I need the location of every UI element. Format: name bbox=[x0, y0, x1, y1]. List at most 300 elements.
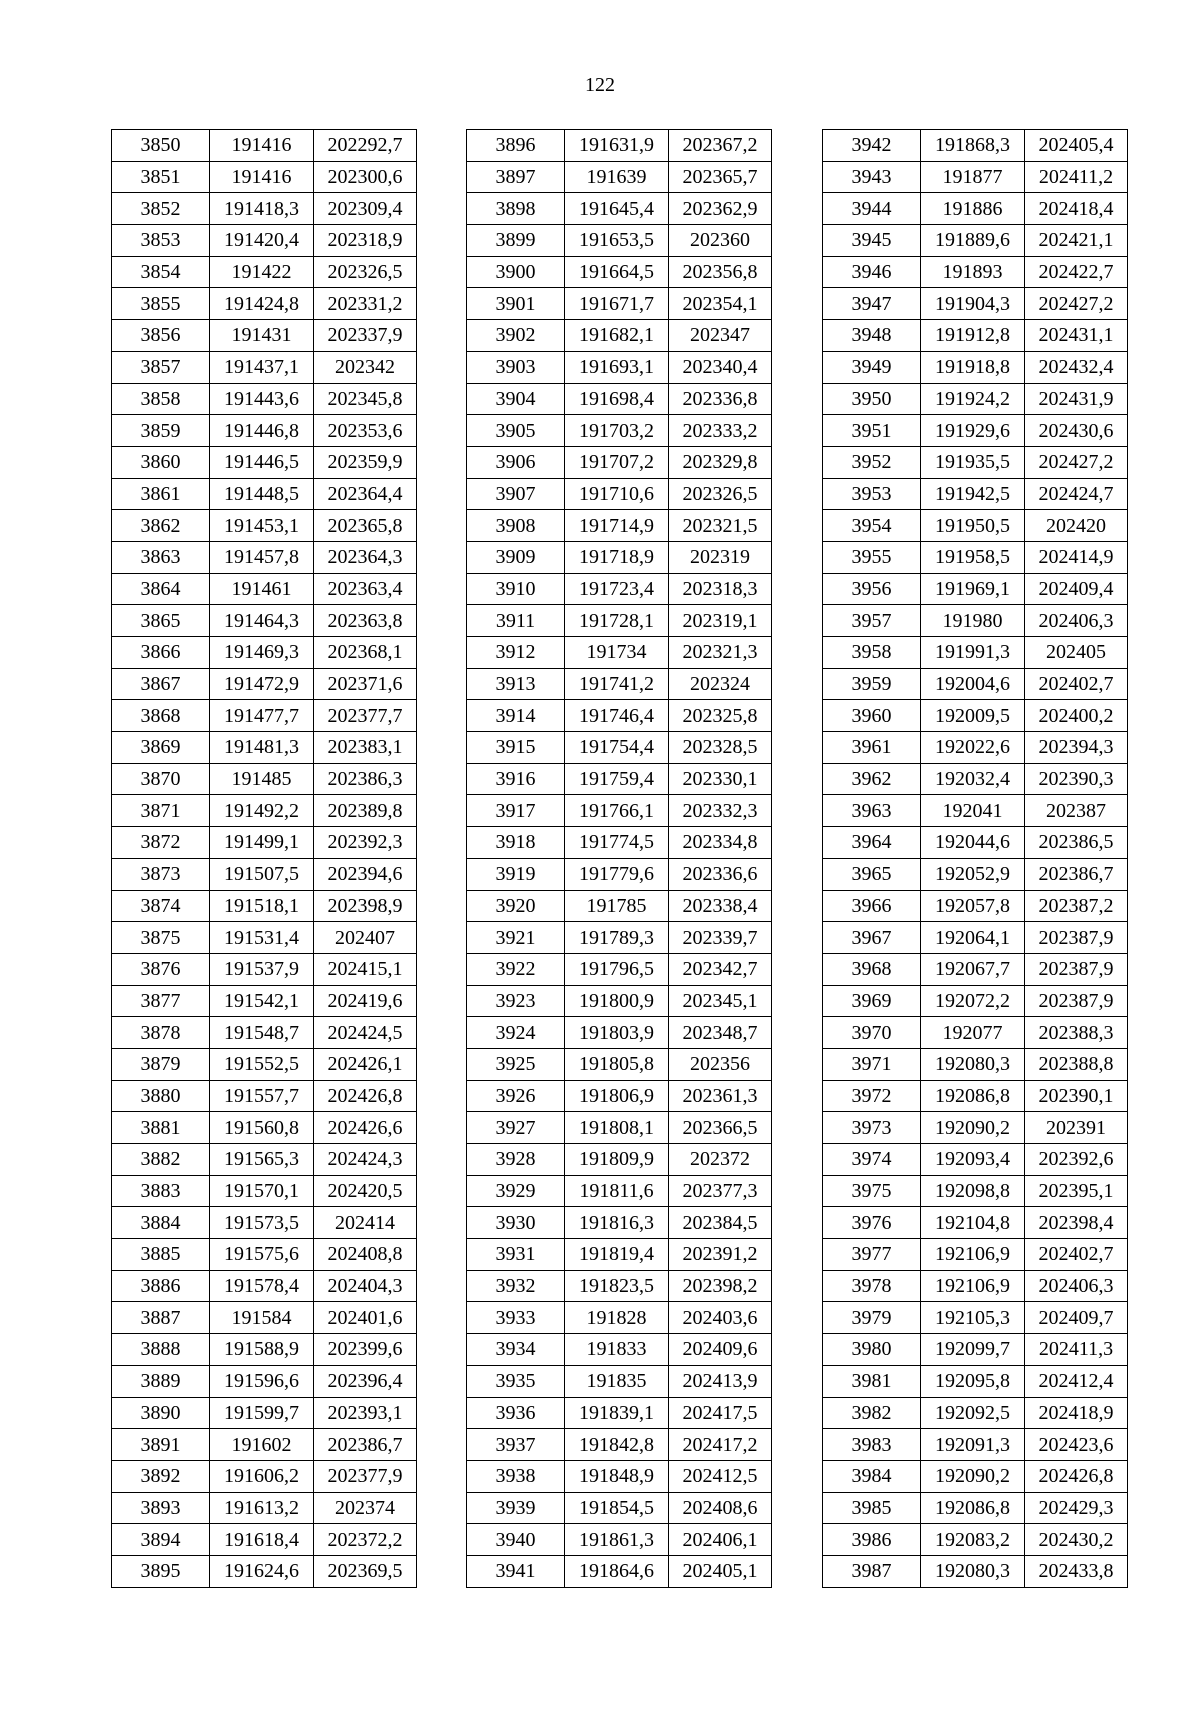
table-row bbox=[467, 1080, 772, 1112]
y-coordinate-cell: 202394,3 bbox=[1025, 732, 1128, 764]
table-row bbox=[112, 637, 417, 669]
point-number-cell: 3891 bbox=[112, 1429, 210, 1461]
x-coordinate-cell: 191446,8 bbox=[210, 415, 314, 447]
x-coordinate-cell: 191842,8 bbox=[565, 1429, 669, 1461]
table-row bbox=[823, 1175, 1128, 1207]
x-coordinate-cell: 191469,3 bbox=[210, 637, 314, 669]
y-coordinate-cell: 202336,6 bbox=[669, 858, 772, 890]
table-row bbox=[467, 890, 772, 922]
table-row bbox=[823, 1048, 1128, 1080]
table-row bbox=[467, 1555, 772, 1587]
y-coordinate-cell: 202326,5 bbox=[314, 256, 417, 288]
table-row bbox=[112, 415, 417, 447]
point-number-cell: 3900 bbox=[467, 256, 565, 288]
point-number-cell: 3952 bbox=[823, 446, 921, 478]
point-number-cell: 3906 bbox=[467, 446, 565, 478]
y-coordinate-cell: 202414,9 bbox=[1025, 541, 1128, 573]
point-number-cell: 3852 bbox=[112, 193, 210, 225]
x-coordinate-cell: 191584 bbox=[210, 1302, 314, 1334]
table-row bbox=[112, 985, 417, 1017]
table-row bbox=[823, 573, 1128, 605]
x-coordinate-cell: 191991,3 bbox=[921, 637, 1025, 669]
y-coordinate-cell: 202342 bbox=[314, 351, 417, 383]
y-coordinate-cell: 202405,4 bbox=[1025, 130, 1128, 162]
y-coordinate-cell: 202394,6 bbox=[314, 858, 417, 890]
point-number-cell: 3954 bbox=[823, 510, 921, 542]
point-number-cell: 3914 bbox=[467, 700, 565, 732]
x-coordinate-cell: 192095,8 bbox=[921, 1365, 1025, 1397]
y-coordinate-cell: 202391 bbox=[1025, 1112, 1128, 1144]
y-coordinate-cell: 202368,1 bbox=[314, 637, 417, 669]
table-row bbox=[823, 1239, 1128, 1271]
point-number-cell: 3909 bbox=[467, 541, 565, 573]
y-coordinate-cell: 202356,8 bbox=[669, 256, 772, 288]
x-coordinate-cell: 191570,1 bbox=[210, 1175, 314, 1207]
y-coordinate-cell: 202421,1 bbox=[1025, 225, 1128, 257]
point-number-cell: 3880 bbox=[112, 1080, 210, 1112]
point-number-cell: 3889 bbox=[112, 1365, 210, 1397]
y-coordinate-cell: 202424,3 bbox=[314, 1144, 417, 1176]
x-coordinate-cell: 191578,4 bbox=[210, 1270, 314, 1302]
x-coordinate-cell: 191766,1 bbox=[565, 795, 669, 827]
table-row bbox=[823, 985, 1128, 1017]
table-row bbox=[467, 478, 772, 510]
point-number-cell: 3961 bbox=[823, 732, 921, 764]
y-coordinate-cell: 202400,2 bbox=[1025, 700, 1128, 732]
y-coordinate-cell: 202390,1 bbox=[1025, 1080, 1128, 1112]
x-coordinate-cell: 191924,2 bbox=[921, 383, 1025, 415]
x-coordinate-cell: 191499,1 bbox=[210, 827, 314, 859]
point-number-cell: 3877 bbox=[112, 985, 210, 1017]
table-row bbox=[823, 605, 1128, 637]
table-row bbox=[112, 1365, 417, 1397]
point-number-cell: 3886 bbox=[112, 1270, 210, 1302]
x-coordinate-cell: 191703,2 bbox=[565, 415, 669, 447]
point-number-cell: 3916 bbox=[467, 763, 565, 795]
table-row bbox=[467, 351, 772, 383]
point-number-cell: 3953 bbox=[823, 478, 921, 510]
table-row bbox=[823, 668, 1128, 700]
point-number-cell: 3986 bbox=[823, 1524, 921, 1556]
table-row bbox=[467, 193, 772, 225]
point-number-cell: 3854 bbox=[112, 256, 210, 288]
x-coordinate-cell: 191565,3 bbox=[210, 1144, 314, 1176]
point-number-cell: 3857 bbox=[112, 351, 210, 383]
y-coordinate-cell: 202411,2 bbox=[1025, 161, 1128, 193]
table-row bbox=[467, 858, 772, 890]
point-number-cell: 3934 bbox=[467, 1334, 565, 1366]
table-row bbox=[467, 1017, 772, 1049]
x-coordinate-cell: 192091,3 bbox=[921, 1429, 1025, 1461]
point-number-cell: 3927 bbox=[467, 1112, 565, 1144]
point-number-cell: 3856 bbox=[112, 320, 210, 352]
table-row bbox=[467, 541, 772, 573]
point-number-cell: 3939 bbox=[467, 1492, 565, 1524]
y-coordinate-cell: 202319,1 bbox=[669, 605, 772, 637]
point-number-cell: 3965 bbox=[823, 858, 921, 890]
table-row bbox=[112, 446, 417, 478]
y-coordinate-cell: 202387,9 bbox=[1025, 953, 1128, 985]
y-coordinate-cell: 202433,8 bbox=[1025, 1555, 1128, 1587]
y-coordinate-cell: 202321,3 bbox=[669, 637, 772, 669]
point-number-cell: 3973 bbox=[823, 1112, 921, 1144]
point-number-cell: 3903 bbox=[467, 351, 565, 383]
y-coordinate-cell: 202427,2 bbox=[1025, 288, 1128, 320]
x-coordinate-cell: 191929,6 bbox=[921, 415, 1025, 447]
point-number-cell: 3962 bbox=[823, 763, 921, 795]
point-number-cell: 3873 bbox=[112, 858, 210, 890]
table-row bbox=[467, 1207, 772, 1239]
table-row bbox=[467, 668, 772, 700]
point-number-cell: 3978 bbox=[823, 1270, 921, 1302]
x-coordinate-cell: 192083,2 bbox=[921, 1524, 1025, 1556]
y-coordinate-cell: 202402,7 bbox=[1025, 668, 1128, 700]
x-coordinate-cell: 191437,1 bbox=[210, 351, 314, 383]
y-coordinate-cell: 202430,6 bbox=[1025, 415, 1128, 447]
table-row bbox=[112, 763, 417, 795]
x-coordinate-cell: 191828 bbox=[565, 1302, 669, 1334]
point-number-cell: 3894 bbox=[112, 1524, 210, 1556]
x-coordinate-cell: 192104,8 bbox=[921, 1207, 1025, 1239]
x-coordinate-cell: 192004,6 bbox=[921, 668, 1025, 700]
table-row bbox=[467, 288, 772, 320]
table-row bbox=[112, 1175, 417, 1207]
x-coordinate-cell: 191443,6 bbox=[210, 383, 314, 415]
point-number-cell: 3929 bbox=[467, 1175, 565, 1207]
x-coordinate-cell: 191613,2 bbox=[210, 1492, 314, 1524]
x-coordinate-cell: 191552,5 bbox=[210, 1048, 314, 1080]
point-number-cell: 3871 bbox=[112, 795, 210, 827]
point-number-cell: 3921 bbox=[467, 922, 565, 954]
point-number-cell: 3912 bbox=[467, 637, 565, 669]
y-coordinate-cell: 202330,1 bbox=[669, 763, 772, 795]
table-row bbox=[467, 1334, 772, 1366]
y-coordinate-cell: 202319 bbox=[669, 541, 772, 573]
point-number-cell: 3970 bbox=[823, 1017, 921, 1049]
y-coordinate-cell: 202361,3 bbox=[669, 1080, 772, 1112]
table-row bbox=[112, 1112, 417, 1144]
y-coordinate-cell: 202406,3 bbox=[1025, 605, 1128, 637]
x-coordinate-cell: 191448,5 bbox=[210, 478, 314, 510]
x-coordinate-cell: 191631,9 bbox=[565, 130, 669, 162]
table-row bbox=[112, 478, 417, 510]
point-number-cell: 3938 bbox=[467, 1460, 565, 1492]
point-number-cell: 3949 bbox=[823, 351, 921, 383]
y-coordinate-cell: 202339,7 bbox=[669, 922, 772, 954]
point-number-cell: 3861 bbox=[112, 478, 210, 510]
point-number-cell: 3869 bbox=[112, 732, 210, 764]
point-number-cell: 3983 bbox=[823, 1429, 921, 1461]
x-coordinate-cell: 191734 bbox=[565, 637, 669, 669]
table-row bbox=[823, 795, 1128, 827]
y-coordinate-cell: 202388,8 bbox=[1025, 1048, 1128, 1080]
x-coordinate-cell: 191492,2 bbox=[210, 795, 314, 827]
point-number-cell: 3868 bbox=[112, 700, 210, 732]
x-coordinate-cell: 191741,2 bbox=[565, 668, 669, 700]
y-coordinate-cell: 202333,2 bbox=[669, 415, 772, 447]
point-number-cell: 3862 bbox=[112, 510, 210, 542]
point-number-cell: 3875 bbox=[112, 922, 210, 954]
point-number-cell: 3879 bbox=[112, 1048, 210, 1080]
point-number-cell: 3936 bbox=[467, 1397, 565, 1429]
table-row bbox=[112, 351, 417, 383]
x-coordinate-cell: 191942,5 bbox=[921, 478, 1025, 510]
x-coordinate-cell: 191573,5 bbox=[210, 1207, 314, 1239]
table-row bbox=[823, 193, 1128, 225]
y-coordinate-cell: 202424,5 bbox=[314, 1017, 417, 1049]
x-coordinate-cell: 191718,9 bbox=[565, 541, 669, 573]
table-row bbox=[467, 1524, 772, 1556]
x-coordinate-cell: 191418,3 bbox=[210, 193, 314, 225]
table-row bbox=[112, 890, 417, 922]
table-row bbox=[823, 383, 1128, 415]
y-coordinate-cell: 202402,7 bbox=[1025, 1239, 1128, 1271]
table-row bbox=[467, 605, 772, 637]
point-number-cell: 3945 bbox=[823, 225, 921, 257]
y-coordinate-cell: 202348,7 bbox=[669, 1017, 772, 1049]
y-coordinate-cell: 202326,5 bbox=[669, 478, 772, 510]
table-row bbox=[823, 637, 1128, 669]
table-row bbox=[823, 953, 1128, 985]
table-row bbox=[823, 1524, 1128, 1556]
table-row bbox=[823, 1429, 1128, 1461]
y-coordinate-cell: 202372 bbox=[669, 1144, 772, 1176]
y-coordinate-cell: 202389,8 bbox=[314, 795, 417, 827]
x-coordinate-cell: 192052,9 bbox=[921, 858, 1025, 890]
table-row bbox=[823, 161, 1128, 193]
y-coordinate-cell: 202386,7 bbox=[1025, 858, 1128, 890]
y-coordinate-cell: 202363,8 bbox=[314, 605, 417, 637]
y-coordinate-cell: 202401,6 bbox=[314, 1302, 417, 1334]
x-coordinate-cell: 191774,5 bbox=[565, 827, 669, 859]
y-coordinate-cell: 202364,3 bbox=[314, 541, 417, 573]
y-coordinate-cell: 202342,7 bbox=[669, 953, 772, 985]
y-coordinate-cell: 202426,6 bbox=[314, 1112, 417, 1144]
y-coordinate-cell: 202406,3 bbox=[1025, 1270, 1128, 1302]
x-coordinate-cell: 191803,9 bbox=[565, 1017, 669, 1049]
point-number-cell: 3892 bbox=[112, 1460, 210, 1492]
page-number: 122 bbox=[585, 74, 615, 96]
x-coordinate-cell: 191457,8 bbox=[210, 541, 314, 573]
table-row bbox=[467, 827, 772, 859]
point-number-cell: 3897 bbox=[467, 161, 565, 193]
table-row bbox=[112, 1048, 417, 1080]
y-coordinate-cell: 202409,7 bbox=[1025, 1302, 1128, 1334]
y-coordinate-cell: 202422,7 bbox=[1025, 256, 1128, 288]
y-coordinate-cell: 202426,8 bbox=[1025, 1460, 1128, 1492]
table-row bbox=[467, 1270, 772, 1302]
table-row bbox=[467, 510, 772, 542]
table-row bbox=[823, 288, 1128, 320]
x-coordinate-cell: 191746,4 bbox=[565, 700, 669, 732]
y-coordinate-cell: 202417,5 bbox=[669, 1397, 772, 1429]
point-number-cell: 3898 bbox=[467, 193, 565, 225]
table-row bbox=[112, 1080, 417, 1112]
y-coordinate-cell: 202408,8 bbox=[314, 1239, 417, 1271]
table-row bbox=[467, 130, 772, 162]
table-row bbox=[467, 985, 772, 1017]
y-coordinate-cell: 202415,1 bbox=[314, 953, 417, 985]
point-number-cell: 3959 bbox=[823, 668, 921, 700]
table-row bbox=[112, 510, 417, 542]
table-row bbox=[112, 573, 417, 605]
point-number-cell: 3890 bbox=[112, 1397, 210, 1429]
x-coordinate-cell: 191912,8 bbox=[921, 320, 1025, 352]
x-coordinate-cell: 191800,9 bbox=[565, 985, 669, 1017]
table-row bbox=[467, 1175, 772, 1207]
x-coordinate-cell: 191811,6 bbox=[565, 1175, 669, 1207]
point-number-cell: 3944 bbox=[823, 193, 921, 225]
y-coordinate-cell: 202429,3 bbox=[1025, 1492, 1128, 1524]
y-coordinate-cell: 202364,4 bbox=[314, 478, 417, 510]
y-coordinate-cell: 202409,4 bbox=[1025, 573, 1128, 605]
x-coordinate-cell: 191671,7 bbox=[565, 288, 669, 320]
point-number-cell: 3974 bbox=[823, 1144, 921, 1176]
x-coordinate-cell: 191980 bbox=[921, 605, 1025, 637]
table-row bbox=[467, 1429, 772, 1461]
point-number-cell: 3969 bbox=[823, 985, 921, 1017]
x-coordinate-cell: 191477,7 bbox=[210, 700, 314, 732]
table-row bbox=[467, 161, 772, 193]
x-coordinate-cell: 191707,2 bbox=[565, 446, 669, 478]
x-coordinate-cell: 191464,3 bbox=[210, 605, 314, 637]
point-number-cell: 3859 bbox=[112, 415, 210, 447]
y-coordinate-cell: 202418,9 bbox=[1025, 1397, 1128, 1429]
y-coordinate-cell: 202340,4 bbox=[669, 351, 772, 383]
point-number-cell: 3972 bbox=[823, 1080, 921, 1112]
point-number-cell: 3901 bbox=[467, 288, 565, 320]
y-coordinate-cell: 202334,8 bbox=[669, 827, 772, 859]
y-coordinate-cell: 202331,2 bbox=[314, 288, 417, 320]
x-coordinate-cell: 191848,9 bbox=[565, 1460, 669, 1492]
point-number-cell: 3867 bbox=[112, 668, 210, 700]
point-number-cell: 3932 bbox=[467, 1270, 565, 1302]
y-coordinate-cell: 202405,1 bbox=[669, 1555, 772, 1587]
table-row bbox=[112, 541, 417, 573]
table-row bbox=[467, 637, 772, 669]
table-row bbox=[112, 605, 417, 637]
point-number-cell: 3858 bbox=[112, 383, 210, 415]
x-coordinate-cell: 191714,9 bbox=[565, 510, 669, 542]
x-coordinate-cell: 191886 bbox=[921, 193, 1025, 225]
table-row bbox=[823, 700, 1128, 732]
x-coordinate-cell: 191918,8 bbox=[921, 351, 1025, 383]
point-number-cell: 3982 bbox=[823, 1397, 921, 1429]
x-coordinate-cell: 192090,2 bbox=[921, 1112, 1025, 1144]
point-number-cell: 3913 bbox=[467, 668, 565, 700]
x-coordinate-cell: 192009,5 bbox=[921, 700, 1025, 732]
table-row bbox=[112, 1239, 417, 1271]
y-coordinate-cell: 202366,5 bbox=[669, 1112, 772, 1144]
y-coordinate-cell: 202419,6 bbox=[314, 985, 417, 1017]
point-number-cell: 3893 bbox=[112, 1492, 210, 1524]
y-coordinate-cell: 202427,2 bbox=[1025, 446, 1128, 478]
x-coordinate-cell: 191453,1 bbox=[210, 510, 314, 542]
x-coordinate-cell: 191682,1 bbox=[565, 320, 669, 352]
table-row bbox=[823, 922, 1128, 954]
point-number-cell: 3917 bbox=[467, 795, 565, 827]
y-coordinate-cell: 202345,8 bbox=[314, 383, 417, 415]
x-coordinate-cell: 191461 bbox=[210, 573, 314, 605]
x-coordinate-cell: 191893 bbox=[921, 256, 1025, 288]
point-number-cell: 3946 bbox=[823, 256, 921, 288]
point-number-cell: 3960 bbox=[823, 700, 921, 732]
y-coordinate-cell: 202345,1 bbox=[669, 985, 772, 1017]
x-coordinate-cell: 191854,5 bbox=[565, 1492, 669, 1524]
x-coordinate-cell: 191754,4 bbox=[565, 732, 669, 764]
x-coordinate-cell: 192086,8 bbox=[921, 1492, 1025, 1524]
x-coordinate-cell: 191785 bbox=[565, 890, 669, 922]
point-number-cell: 3874 bbox=[112, 890, 210, 922]
y-coordinate-cell: 202372,2 bbox=[314, 1524, 417, 1556]
y-coordinate-cell: 202363,4 bbox=[314, 573, 417, 605]
x-coordinate-cell: 191537,9 bbox=[210, 953, 314, 985]
coordinate-table-3 bbox=[822, 129, 1128, 1588]
y-coordinate-cell: 202325,8 bbox=[669, 700, 772, 732]
point-number-cell: 3942 bbox=[823, 130, 921, 162]
table-row bbox=[112, 256, 417, 288]
x-coordinate-cell: 191664,5 bbox=[565, 256, 669, 288]
table-row bbox=[823, 763, 1128, 795]
x-coordinate-cell: 191602 bbox=[210, 1429, 314, 1461]
y-coordinate-cell: 202388,3 bbox=[1025, 1017, 1128, 1049]
point-number-cell: 3964 bbox=[823, 827, 921, 859]
point-number-cell: 3937 bbox=[467, 1429, 565, 1461]
x-coordinate-cell: 192072,2 bbox=[921, 985, 1025, 1017]
point-number-cell: 3975 bbox=[823, 1175, 921, 1207]
x-coordinate-cell: 191950,5 bbox=[921, 510, 1025, 542]
point-number-cell: 3902 bbox=[467, 320, 565, 352]
table-row bbox=[823, 256, 1128, 288]
x-coordinate-cell: 191575,6 bbox=[210, 1239, 314, 1271]
x-coordinate-cell: 191588,9 bbox=[210, 1334, 314, 1366]
x-coordinate-cell: 191518,1 bbox=[210, 890, 314, 922]
point-number-cell: 3943 bbox=[823, 161, 921, 193]
x-coordinate-cell: 191789,3 bbox=[565, 922, 669, 954]
table-row bbox=[467, 320, 772, 352]
coordinate-table-1 bbox=[111, 129, 417, 1588]
x-coordinate-cell: 191969,1 bbox=[921, 573, 1025, 605]
x-coordinate-cell: 192057,8 bbox=[921, 890, 1025, 922]
point-number-cell: 3878 bbox=[112, 1017, 210, 1049]
y-coordinate-cell: 202387 bbox=[1025, 795, 1128, 827]
table-row bbox=[112, 320, 417, 352]
table-row bbox=[823, 446, 1128, 478]
point-number-cell: 3905 bbox=[467, 415, 565, 447]
x-coordinate-cell: 191653,5 bbox=[565, 225, 669, 257]
table-row bbox=[467, 922, 772, 954]
table-row bbox=[823, 415, 1128, 447]
point-number-cell: 3958 bbox=[823, 637, 921, 669]
x-coordinate-cell: 191618,4 bbox=[210, 1524, 314, 1556]
y-coordinate-cell: 202328,5 bbox=[669, 732, 772, 764]
y-coordinate-cell: 202398,4 bbox=[1025, 1207, 1128, 1239]
point-number-cell: 3865 bbox=[112, 605, 210, 637]
y-coordinate-cell: 202386,7 bbox=[314, 1429, 417, 1461]
y-coordinate-cell: 202418,4 bbox=[1025, 193, 1128, 225]
table-row bbox=[467, 225, 772, 257]
table-row bbox=[823, 732, 1128, 764]
y-coordinate-cell: 202420 bbox=[1025, 510, 1128, 542]
table-row bbox=[823, 478, 1128, 510]
table-row bbox=[823, 225, 1128, 257]
y-coordinate-cell: 202398,2 bbox=[669, 1270, 772, 1302]
table-row bbox=[467, 1048, 772, 1080]
table-row bbox=[823, 320, 1128, 352]
y-coordinate-cell: 202386,3 bbox=[314, 763, 417, 795]
y-coordinate-cell: 202383,1 bbox=[314, 732, 417, 764]
x-coordinate-cell: 191904,3 bbox=[921, 288, 1025, 320]
